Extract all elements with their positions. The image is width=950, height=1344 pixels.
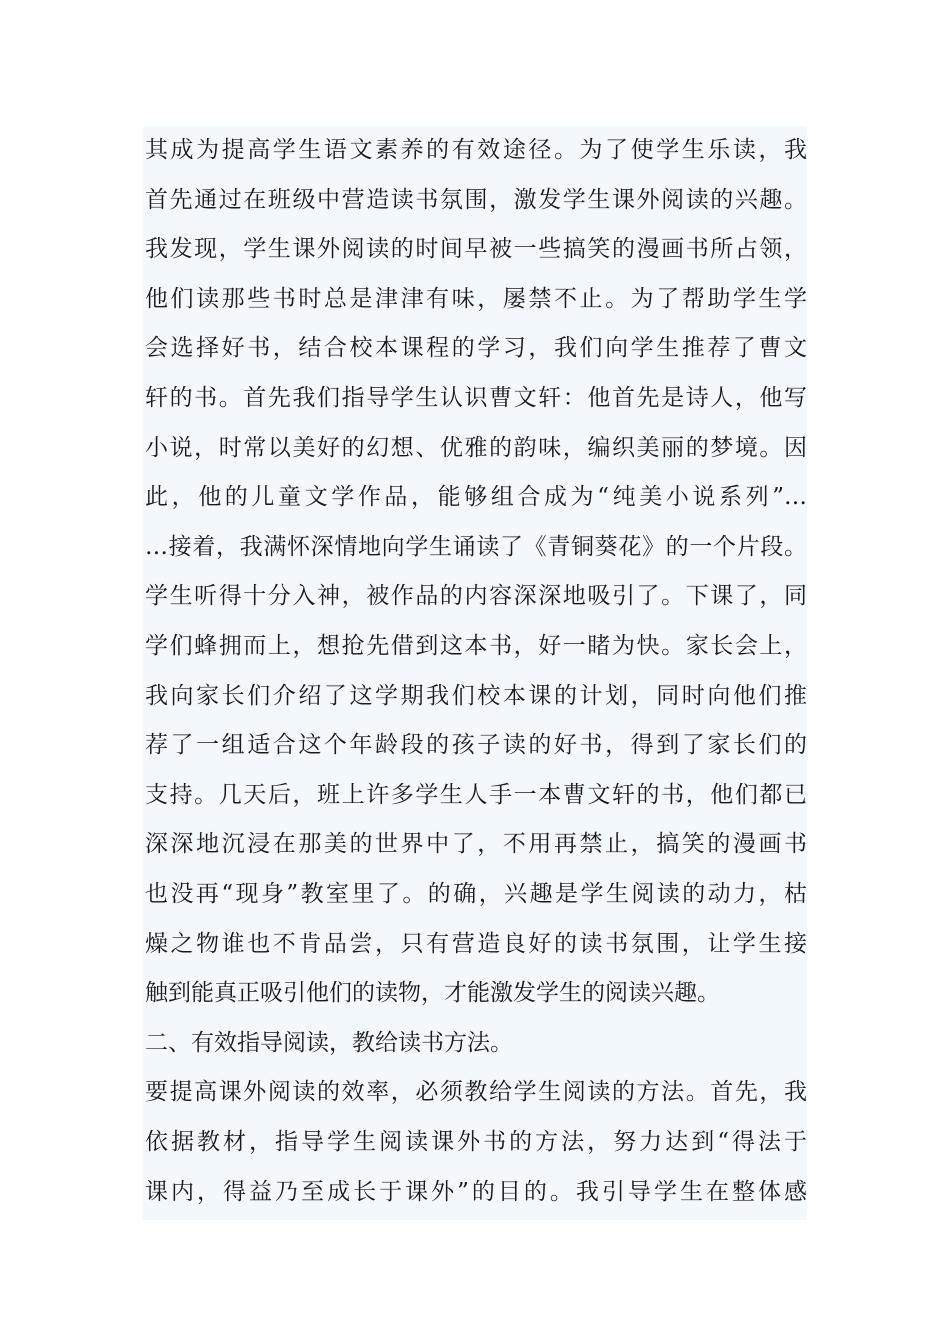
text-line: 我向家长们介绍了这学期我们校本课的计划，同时向他们推 [145, 682, 807, 709]
text-line: 轩的书。首先我们指导学生认识曹文轩：他首先是诗人，他写 [145, 385, 807, 411]
text-line: 小说，时常以美好的幻想、优雅的韵味，编织美丽的梦境。因 [145, 434, 807, 461]
section-heading: 二、有效指导阅读，教给读书方法。 [145, 1029, 513, 1056]
text-line: …接着，我满怀深情地向学生诵读了《青铜葵花》的一个片段。 [145, 533, 807, 560]
text-line: 其成为提高学生语文素养的有效途径。为了使学生乐读，我 [145, 137, 807, 163]
text-line: 学生听得十分入神，被作品的内容深深地吸引了。下课了，同 [145, 583, 807, 610]
text-line: 燥之物谁也不肯品尝，只有营造良好的读书氛围，让学生接 [145, 930, 807, 957]
text-line: 要提高课外阅读的效率，必须教给学生阅读的方法。首先，我 [145, 1079, 807, 1106]
text-line: 会选择好书，结合校本课程的学习，我们向学生推荐了曹文 [145, 335, 807, 362]
text-line: 此，他的儿童文学作品，能够组合成为“纯美小说系列”… [145, 484, 807, 511]
text-line: 支持。几天后，班上许多学生人手一本曹文轩的书，他们都已 [145, 781, 807, 808]
text-line: 依据教材，指导学生阅读课外书的方法，努力达到“得法于 [145, 1129, 807, 1155]
text-line: 他们读那些书时总是津津有味，屡禁不止。为了帮助学生学 [145, 285, 807, 312]
text-line: 课内，得益乃至成长于课外”的目的。我引导学生在整体感 [145, 1178, 807, 1205]
text-line: 深深地沉浸在那美的世界中了，不用再禁止，搞笑的漫画书 [145, 831, 807, 858]
text-line: 学们蜂拥而上，想抢先借到这本书，好一睹为快。家长会上， [145, 633, 807, 659]
text-line: 首先通过在班级中营造读书氛围，激发学生课外阅读的兴趣。 [145, 186, 807, 213]
body-text-block [143, 126, 807, 1220]
text-line: 触到能真正吸引他们的读物，才能激发学生的阅读兴趣。 [145, 980, 720, 1007]
text-line: 也没再“现身”教室里了。的确，兴趣是学生阅读的动力，枯 [145, 881, 807, 907]
text-line: 我发现，学生课外阅读的时间早被一些搞笑的漫画书所占领， [145, 236, 807, 263]
text-line: 荐了一组适合这个年龄段的孩子读的好书，得到了家长们的 [145, 732, 807, 759]
